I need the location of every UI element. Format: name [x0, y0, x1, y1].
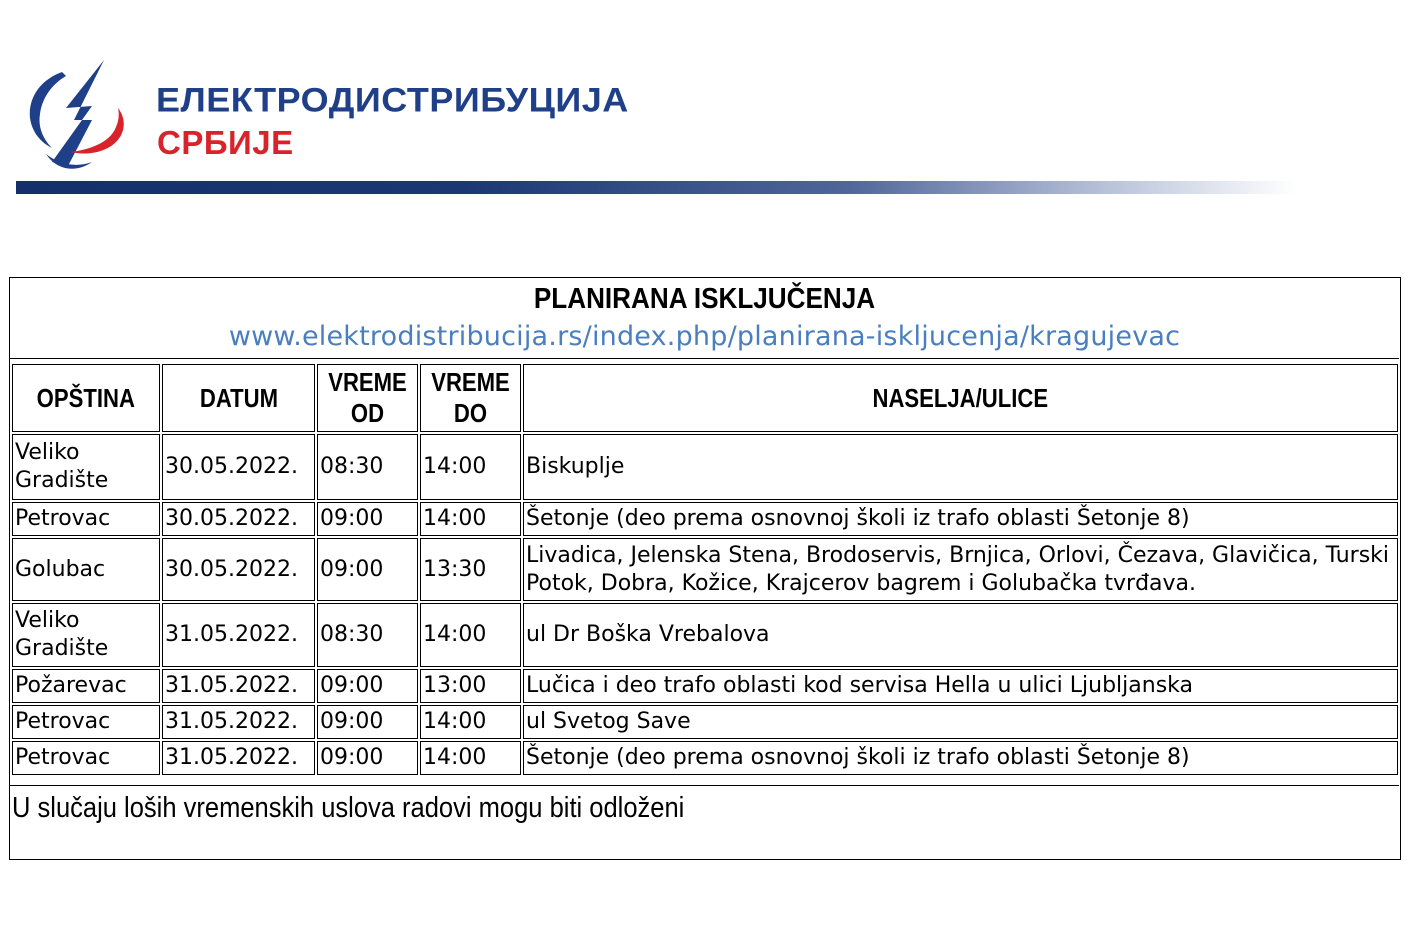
footer-note [10, 785, 1399, 858]
cell-time-from: 09:00 [317, 669, 418, 703]
notice-url[interactable]: www.elektrodistribucija.rs/index.php/planirana-iskljucenja/kragujevac [228, 321, 1181, 352]
cell-time-to: 14:00 [420, 603, 521, 667]
cell-time-to: 14:00 [420, 434, 521, 500]
table-row [12, 502, 1398, 536]
notice-header [10, 278, 1399, 359]
header-time-from: VREME OD [317, 364, 418, 432]
cell-time-from: 09:00 [317, 741, 418, 775]
cell-settlements: Biskuplje [523, 434, 1398, 500]
table-row [12, 741, 1398, 775]
header-municipality: OPŠTINA [12, 364, 160, 432]
brand-gradient-bar [16, 181, 1296, 194]
cell-date: 30.05.2022. [162, 538, 315, 601]
cell-time-from: 09:00 [317, 705, 418, 739]
cell-time-from: 09:00 [317, 538, 418, 601]
cell-settlements: ul Dr Boška Vrebalova [523, 603, 1398, 667]
cell-date: 30.05.2022. [162, 502, 315, 536]
table-row [12, 538, 1398, 601]
cell-municipality: Veliko Gradište [12, 603, 160, 667]
table-row [12, 434, 1398, 500]
cell-date: 31.05.2022. [162, 603, 315, 667]
table-header-row [12, 364, 1398, 432]
header-time-to: VREME DO [420, 364, 521, 432]
cell-municipality: Požarevac [12, 669, 160, 703]
cell-time-to: 14:00 [420, 741, 521, 775]
outage-notice [9, 277, 1401, 860]
cell-settlements: ul Svetog Save [523, 705, 1398, 739]
cell-municipality: Petrovac [12, 502, 160, 536]
footer-note-text: U slučaju loših vremenskih uslova radovi mogu biti odloženi [12, 792, 685, 824]
cell-settlements: Lučica i deo trafo oblasti kod servisa Hella u ulici Ljubljanska [523, 669, 1398, 703]
header-date: DATUM [162, 364, 315, 432]
cell-time-to: 14:00 [420, 502, 521, 536]
cell-date: 31.05.2022. [162, 669, 315, 703]
cell-settlements: Šetonje (deo prema osnovnoj školi iz trafo oblasti Šetonje 8) [523, 502, 1398, 536]
cell-municipality: Petrovac [12, 705, 160, 739]
cell-time-from: 08:30 [317, 603, 418, 667]
cell-time-from: 08:30 [317, 434, 418, 500]
cell-municipality: Petrovac [12, 741, 160, 775]
table-row [12, 669, 1398, 703]
outage-table [10, 362, 1400, 777]
cell-municipality: Veliko Gradište [12, 434, 160, 500]
cell-time-to: 14:00 [420, 705, 521, 739]
header-settlements: NASELJA/ULICE [523, 364, 1398, 432]
cell-time-from: 09:00 [317, 502, 418, 536]
cell-date: 31.05.2022. [162, 741, 315, 775]
cell-date: 31.05.2022. [162, 705, 315, 739]
cell-time-to: 13:00 [420, 669, 521, 703]
cell-settlements: Šetonje (deo prema osnovnoj školi iz trafo oblasti Šetonje 8) [523, 741, 1398, 775]
brand-name-line2: СРБИЈЕ [157, 124, 294, 161]
cell-settlements: Livadica, Jelenska Stena, Brodoservis, Brnjica, Orlovi, Čezava, Glavičica, Turski Potok, Dobra, Kožice, Krajcerov bagrem i Golubačka tvrđava. [523, 538, 1398, 601]
cell-municipality: Golubac [12, 538, 160, 601]
header [0, 0, 1415, 200]
brand-name-line1: ЕЛЕКТРОДИСТРИБУЦИЈА [156, 80, 629, 119]
cell-time-to: 13:30 [420, 538, 521, 601]
company-logo-icon [22, 58, 134, 178]
cell-date: 30.05.2022. [162, 434, 315, 500]
table-row [12, 603, 1398, 667]
table-row [12, 705, 1398, 739]
notice-title: PLANIRANA ISKLJUČENJA [533, 283, 876, 315]
